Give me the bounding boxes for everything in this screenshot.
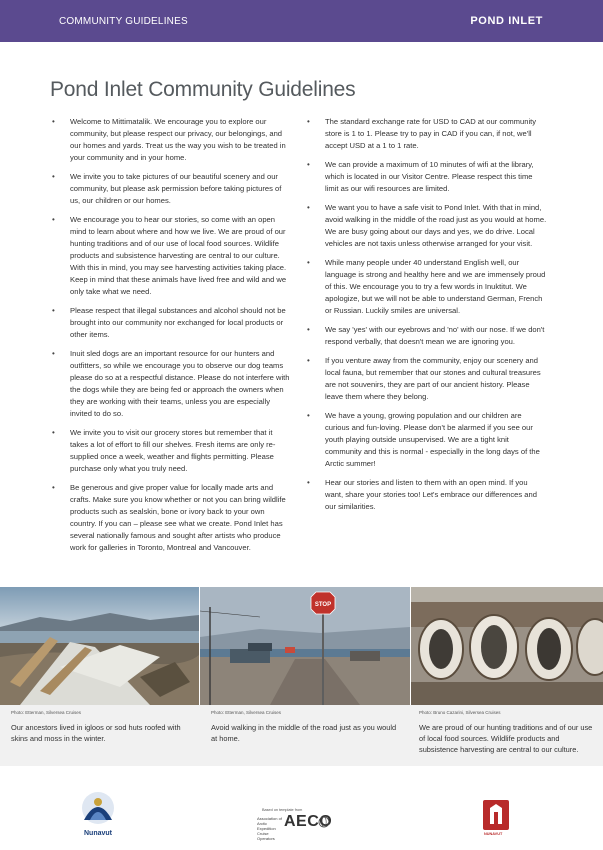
photo-credit: Photo: Bruno Cazarini, Silversea Cruises — [419, 710, 501, 715]
guideline-item: • We invite you to visit our grocery stores but remember that it takes a lot of effort to fill our shelves. Fresh items are only re-supplied once a week, weather and flights permitting. Please purchase only what you truly need. — [52, 427, 290, 475]
aeco-logo-text: AECO — [284, 813, 333, 830]
guidelines-list-right — [307, 116, 547, 520]
nunavut-tourism-label: NUNAVUT — [484, 832, 503, 836]
guideline-item: • Please respect that illegal substances and alcohol should not be brought into our community nor exchanged for local products or other items. — [52, 305, 290, 341]
guideline-item: • Be generous and give proper value for locally made arts and crafts. Make sure you know whether or not you can bring wildlife products such as sealskin, bone or ivory back to your own country. If you can – please see what we create. Pond Inlet has several nationally famous and sought after artists who produce work for galleries in Toronto, Montreal and Vancouver. — [52, 482, 290, 554]
photo-credit: Photo: Etterman, Silversea Cruises — [11, 710, 82, 715]
header-location-label: POND INLET — [470, 15, 543, 27]
photo-credit: Photo: Etterman, Silversea Cruises — [211, 710, 282, 715]
page-title: Pond Inlet Community Guidelines — [50, 78, 356, 101]
guideline-item: • If you venture away from the community, enjoy our scenery and local fauna, but remember that our stones and cultural treasures are not souvenirs, they are part of our ancient history. Please leave them where they belong. — [307, 355, 547, 403]
nunavut-logo — [78, 790, 118, 835]
guideline-item: • We want you to have a safe visit to Pond Inlet. With that in mind, avoid walking in the middle of the road just as you would at home. We are busy going about our days and yes, we do drive. Local vehicles are not taxis unless otherwise arranged for your visit. — [307, 202, 547, 250]
photo-strip — [0, 587, 603, 705]
guideline-item: • Hear our stories and listen to them with an open mind. If you want, share your stories too! Let's embrace our differences and our similarities. — [307, 477, 547, 513]
aeco-globe-icon — [318, 815, 330, 833]
header-section-label: COMMUNITY GUIDELINES — [59, 16, 188, 27]
photo-road-stop-sign — [200, 587, 410, 705]
guidelines-list-left — [52, 116, 290, 561]
photo-sod-hut — [0, 587, 199, 705]
photo-seal-skins — [411, 587, 603, 705]
photo-caption: Our ancestors lived in igloos or sod huts roofed with skins and moss in the winter. — [11, 723, 181, 743]
guideline-item: • We encourage you to hear our stories, so come with an open mind to learn about where and how we live. We are proud of our hunting traditions and of our use of local food sources. Wildlife products and subsistence harvesting are central to our culture. With this in mind, you may see harvesting activities taking place. Keep in mind that these animals have lived free and wild and we only take what we need. — [52, 214, 290, 298]
guideline-item: • We say 'yes' with our eyebrows and 'no' with our nose. If we don't respond verbally, that doesn't mean we are ignoring you. — [307, 324, 547, 348]
guideline-item: • Welcome to Mittimatalik. We encourage you to explore our community, but please respect our privacy, our belongings, and our homes and yards. Treat us the way you wish to be treated in your community and in your home. — [52, 116, 290, 164]
stop-sign-text: STOP — [314, 602, 332, 608]
aeco-based-on: Based on template from — [262, 808, 303, 812]
photo-caption: We are proud of our hunting traditions and of our use of local food sources. Wildlife products and subsistence harvesting are central to our culture. — [419, 723, 593, 754]
guideline-item: • While many people under 40 understand English well, our language is strong and healthy here and we are immensely proud of this. We encourage you to try a few words in Inuktitut. We apologize, but we will not be able to understand German, French or Russian. Luckily smiles are universal. — [307, 257, 547, 317]
guideline-item: • We can provide a maximum of 10 minutes of wifi at the library, which is located in our Visitor Centre. Please respect this time limit as our wifi resources are limited. — [307, 159, 547, 195]
guideline-item: • The standard exchange rate for USD to CAD at our community store is 1 to 1. Please try to pay in CAD if you can, if not, we'll accept USD at a 1 to 1 rate. — [307, 116, 547, 152]
guideline-item: • We have a young, growing population and our children are curious and fun-loving. Please don't be alarmed if you see our youth playing outside unsupervised. We are a tight knit community and this is normal - especially in the long days of the Arctic summer! — [307, 410, 547, 470]
nunavut-logo-label: Nunavut — [84, 830, 112, 837]
guideline-item: • Inuit sled dogs are an important resource for our hunters and outfitters, so while we encourage you to observe our dog teams please do so at a respectful distance. Please do not interfere with the dogs while they are being fed or approach the owners when they are working with their teams, unless you are especially invited to do so. — [52, 348, 290, 420]
aeco-org-name: Association of Arctic Expedition Cruise Operators — [257, 816, 282, 841]
photo-caption: Avoid walking in the middle of the road just as you would at home. — [211, 723, 397, 743]
guideline-item: • We invite you to take pictures of our beautiful scenery and our community, but please ask permission before taking pictures of us, our children or our homes. — [52, 171, 290, 207]
header-bar — [0, 0, 603, 42]
